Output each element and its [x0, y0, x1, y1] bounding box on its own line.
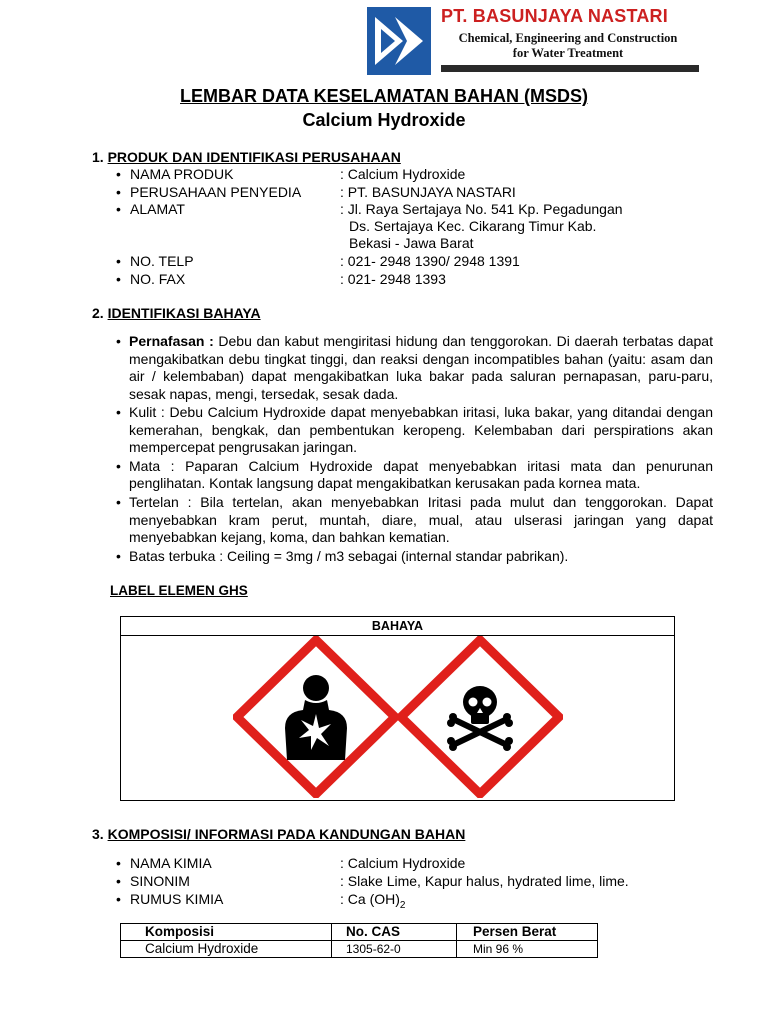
ghs-signal-word: BAHAYA	[121, 617, 674, 636]
tagline-line-1: Chemical, Engineering and Construction	[458, 31, 678, 45]
bullet: •	[116, 184, 121, 200]
bullet: •	[116, 271, 121, 287]
bullet: •	[116, 201, 121, 217]
company-name: PT. BASUNJAYA NASTARI	[441, 6, 668, 26]
bullet: •	[116, 891, 121, 907]
hazard-list	[116, 333, 713, 566]
bullet: •	[116, 855, 121, 871]
hazard-item-skin: • Kulit : Debu Calcium Hydroxide dapat menyebabkan iritasi, luka bakar, yang ditandai dengan kemerahan, bengkak, dan pembentukan keropeng. Kelembaban dari perspirations akan mempercepat pengrusakan jaringan.	[116, 404, 713, 457]
document-title: LEMBAR DATA KESELAMATAN BAHAN (MSDS)	[180, 86, 588, 106]
header-divider	[441, 65, 699, 72]
section-2-heading: 2. IDENTIFIKASI BAHAYA	[92, 305, 261, 321]
ghs-label: LABEL ELEMEN GHS	[110, 583, 248, 598]
table-header-row: Komposisi No. CAS Persen Berat	[121, 924, 598, 941]
hazard-item-exposure-limit: • Batas terbuka : Ceiling = 3mg / m3 sebagai (internal standar pabrikan).	[116, 548, 713, 566]
skull-crossbones-icon	[397, 636, 563, 798]
bullet: •	[116, 873, 121, 889]
table-row: Calcium Hydroxide 1305-62-0 Min 96 %	[121, 941, 598, 958]
hazard-item-eyes: • Mata : Paparan Calcium Hydroxide dapat menyebabkan iritasi mata dan penurunan penglihatan. Kontak langsung dapat mengakibatkan kerusakan pada kornea mata.	[116, 458, 713, 493]
tagline-line-2: for Water Treatment	[512, 46, 624, 60]
health-hazard-icon	[233, 636, 399, 798]
bullet: •	[116, 166, 121, 182]
section-3-heading: 3. KOMPOSISI/ INFORMASI PADA KANDUNGAN BAHAN	[92, 826, 466, 842]
bullet: •	[116, 253, 121, 269]
company-logo	[367, 7, 431, 75]
company-tagline	[444, 31, 692, 61]
hazard-item-ingestion: • Tertelan : Bila tertelan, akan menyebabkan Iritasi pada mulut dan tenggorokan. Dapat menyebabkan kram perut, muntah, diare, mual, atau ulserasi jaringan yang dapat menyebabkan kejang, koma, dan bahkan kematian.	[116, 494, 713, 547]
composition-table	[120, 923, 598, 958]
section-1-heading: 1. PRODUK DAN IDENTIFIKASI PERUSAHAAN	[92, 149, 401, 165]
hazard-item-inhalation: • Pernafasan : Debu dan kabut mengiritasi hidung dan tenggorokan. Di daerah terbatas dapat mengakibatkan debu tingkat tinggi, dan reaksi dengan incompatibles bahan (yaitu: asam dan air / kelembaban) dapat mengakibatkan luka bakar pada saluran pernapasan, paru-paru, sesak napas, mengi, tersedak, sesak dada.	[116, 333, 713, 403]
document-subtitle: Calcium Hydroxide	[302, 110, 466, 130]
ghs-pictogram-box	[120, 616, 675, 801]
